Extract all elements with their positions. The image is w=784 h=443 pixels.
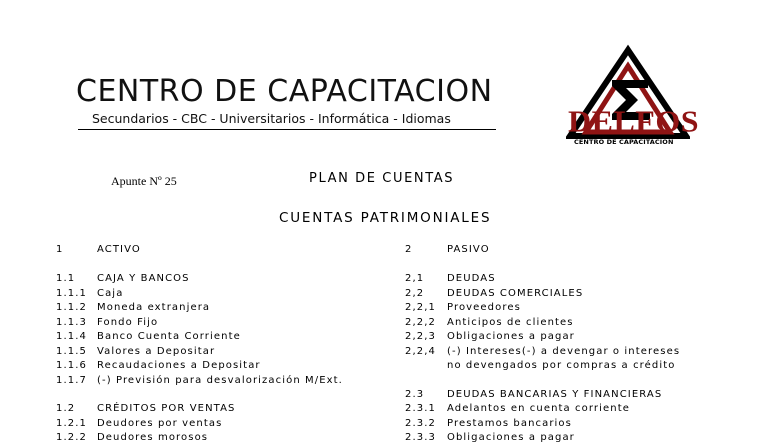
account-name: DEUDAS COMERCIALES — [447, 288, 584, 299]
account-code: 1.1 — [56, 273, 76, 284]
account-name: Prestamos bancarios — [447, 418, 572, 429]
account-name: DEUDAS — [447, 273, 496, 284]
account-name: (-) Previsión para desvalorización M/Ext. — [97, 375, 343, 386]
account-name: Anticipos de clientes — [447, 317, 574, 328]
account-code: 2,2,1 — [405, 302, 436, 313]
account-code: 2,2 — [405, 288, 425, 299]
account-code: 2,2,2 — [405, 317, 436, 328]
account-code: 1.1.5 — [56, 346, 87, 357]
account-code: 2,2,4 — [405, 346, 436, 357]
account-code: 1.1.3 — [56, 317, 87, 328]
apunte-number: Apunte Nº 25 — [111, 174, 177, 188]
account-name: Obligaciones a pagar — [447, 331, 575, 342]
account-code: 1 — [56, 244, 64, 255]
account-name: ACTIVO — [97, 244, 141, 255]
account-code: 2.3.1 — [405, 403, 436, 414]
account-name: CRÉDITOS POR VENTAS — [97, 403, 236, 414]
account-code: 2.3 — [405, 389, 425, 400]
account-name: Recaudaciones a Depositar — [97, 360, 261, 371]
logo-wordmark: DELFOS — [568, 103, 700, 139]
account-code: 2.3.3 — [405, 432, 436, 443]
account-name: Caja — [97, 288, 124, 299]
account-name: Proveedores — [447, 302, 521, 313]
account-code: 2,2,3 — [405, 331, 436, 342]
account-name: CAJA Y BANCOS — [97, 273, 190, 284]
account-name: Obligaciones a pagar — [447, 432, 575, 443]
account-code: 1.1.1 — [56, 288, 87, 299]
center-title: CENTRO DE CAPACITACION — [76, 74, 493, 109]
account-name: Deudores morosos — [97, 432, 209, 443]
header-rule — [78, 129, 496, 130]
account-name: no devengados por compras a crédito — [447, 360, 676, 371]
account-name: (-) Intereses(-) a devengar o intereses — [447, 346, 681, 357]
section-title: CUENTAS PATRIMONIALES — [279, 210, 492, 226]
account-code: 1.1.2 — [56, 302, 87, 313]
account-code: 1.1.4 — [56, 331, 87, 342]
account-code: 2,1 — [405, 273, 425, 284]
account-name: Fondo Fijo — [97, 317, 159, 328]
account-code: 1.2.1 — [56, 418, 87, 429]
account-name: Moneda extranjera — [97, 302, 211, 313]
account-code: 1.2.2 — [56, 432, 87, 443]
account-code: 1.1.7 — [56, 375, 87, 386]
account-code: 2.3.2 — [405, 418, 436, 429]
logo-tagline: CENTRO DE CAPACITACION — [574, 138, 674, 146]
account-name: Banco Cuenta Corriente — [97, 331, 241, 342]
plan-title: PLAN DE CUENTAS — [309, 171, 455, 186]
account-name: Adelantos en cuenta corriente — [447, 403, 630, 414]
account-name: PASIVO — [447, 244, 490, 255]
account-code: 1.1.6 — [56, 360, 87, 371]
center-subtitle: Secundarios - CBC - Universitarios - Informática - Idiomas — [92, 111, 451, 126]
account-name: Valores a Depositar — [97, 346, 216, 357]
account-name: DEUDAS BANCARIAS Y FINANCIERAS — [447, 389, 663, 400]
account-name: Deudores por ventas — [97, 418, 223, 429]
account-code: 2 — [405, 244, 413, 255]
account-code: 1.2 — [56, 403, 76, 414]
